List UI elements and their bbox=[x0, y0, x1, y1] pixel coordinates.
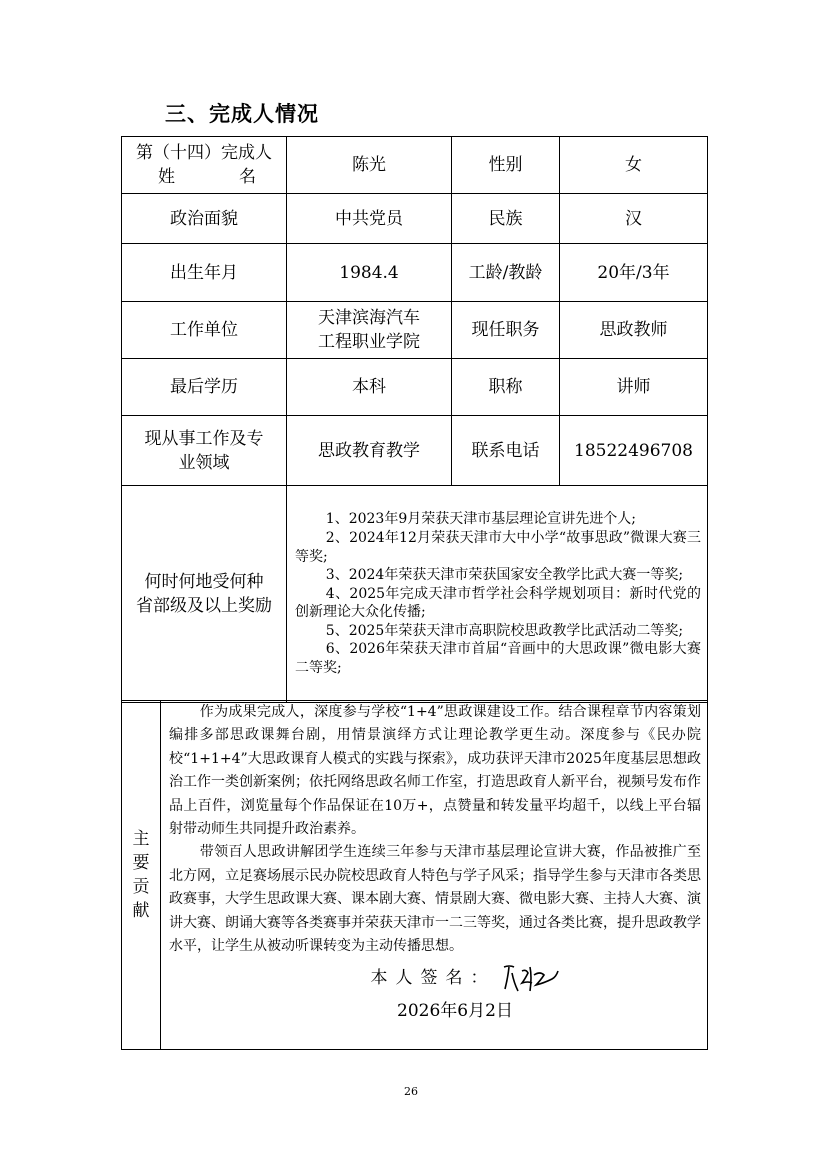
award-item: 3、2024年荣获天津市荣获国家安全教学比武大赛一等奖; bbox=[325, 567, 684, 584]
row-employer bbox=[122, 302, 708, 359]
title-value: 讲师 bbox=[560, 359, 708, 416]
title-label: 职称 bbox=[452, 359, 560, 416]
contribution-table bbox=[121, 700, 708, 1050]
education-label: 最后学历 bbox=[122, 359, 287, 416]
section-title: 三、完成人情况 bbox=[165, 102, 319, 126]
field-label: 现从事工作及专 业领域 bbox=[122, 416, 287, 486]
awards-list bbox=[287, 486, 708, 703]
signature-label: 本人签名： bbox=[370, 968, 496, 989]
award-item: 1、2023年9月荣获天津市基层理论宣讲先进个人; bbox=[325, 511, 636, 528]
page-number: 26 bbox=[404, 1085, 418, 1098]
contribution-label: 主 要 贡 献 bbox=[122, 701, 161, 1050]
birth-label: 出生年月 bbox=[122, 244, 287, 302]
seniority-label: 工龄/教龄 bbox=[452, 244, 560, 302]
row-education bbox=[122, 359, 708, 416]
handwritten-signature bbox=[500, 961, 560, 995]
employer-label: 工作单位 bbox=[122, 302, 287, 359]
position-value: 思政教师 bbox=[560, 302, 708, 359]
employer-value: 天津滨海汽车 工程职业学院 bbox=[287, 302, 452, 359]
award-item: 2、2024年12月荣获天津市大中小学“故事思政”微课大赛三等奖; bbox=[295, 529, 701, 565]
row-name bbox=[122, 137, 708, 194]
signature-date: 2026年6月2日 bbox=[397, 1001, 513, 1022]
contribution-content bbox=[161, 701, 708, 1050]
ethnicity-label: 民族 bbox=[452, 194, 560, 244]
row-contribution bbox=[122, 701, 708, 1050]
gender-label: 性别 bbox=[452, 137, 560, 194]
phone-value: 18522496708 bbox=[560, 416, 708, 486]
signature-block bbox=[169, 960, 701, 1026]
contribution-paragraph: 作为成果完成人，深度参与学校“1+4”思政课建设工作。结合课程章节内容策划编排多部思政课舞台剧，用情景演绎方式让理论教学更生动。深度参与《民办院校“1+1+4”大思政课育人模式的实践与探索》，成功获评天津市2025年度基层思想政治工作一类创新案例；依托网络思政名师工作室，打造思政育人新平台，视频号发布作品上百件，浏览量每个作品保证在10万+，点赞量和转发量平均超千，以线上平台辐射带动师生共同提升政治素养。 bbox=[169, 704, 701, 838]
award-item: 4、2025年完成天津市哲学社会科学规划项目：新时代党的创新理论大众化传播; bbox=[295, 585, 701, 621]
name-label: 第（十四）完成人 姓 名 bbox=[122, 137, 287, 194]
award-item: 6、2026年荣获天津市首届“音画中的大思政课”微电影大赛二等奖; bbox=[295, 641, 701, 677]
row-political bbox=[122, 194, 708, 244]
ethnicity-value: 汉 bbox=[560, 194, 708, 244]
gender-value: 女 bbox=[560, 137, 708, 194]
position-label: 现任职务 bbox=[452, 302, 560, 359]
birth-value: 1984.4 bbox=[287, 244, 452, 302]
award-item: 5、2025年荣获天津市高职院校思政教学比武活动二等奖; bbox=[325, 622, 684, 639]
contribution-paragraph: 带领百人思政讲解团学生连续三年参与天津市基层理论宣讲大赛，作品被推广至北方网，立足赛场展示民办院校思政育人特色与学子风采；指导学生参与天津市各类思政赛事，大学生思政课大赛、课本剧大赛、情景剧大赛、微电影大赛、主持人大赛、演讲大赛、朗诵大赛等各类赛事并荣获天津市一二三等奖，通过各类比赛，提升思政教学水平，让学生从被动听课转变为主动传播思想。 bbox=[169, 844, 701, 955]
row-awards bbox=[122, 486, 708, 703]
field-value: 思政教育教学 bbox=[287, 416, 452, 486]
seniority-value: 20年/3年 bbox=[560, 244, 708, 302]
awards-label: 何时何地受何种 省部级及以上奖励 bbox=[122, 486, 287, 703]
education-value: 本科 bbox=[287, 359, 452, 416]
name-value: 陈光 bbox=[287, 137, 452, 194]
row-birth bbox=[122, 244, 708, 302]
political-label: 政治面貌 bbox=[122, 194, 287, 244]
phone-label: 联系电话 bbox=[452, 416, 560, 486]
political-value: 中共党员 bbox=[287, 194, 452, 244]
row-field bbox=[122, 416, 708, 486]
completer-info-table bbox=[121, 136, 708, 703]
